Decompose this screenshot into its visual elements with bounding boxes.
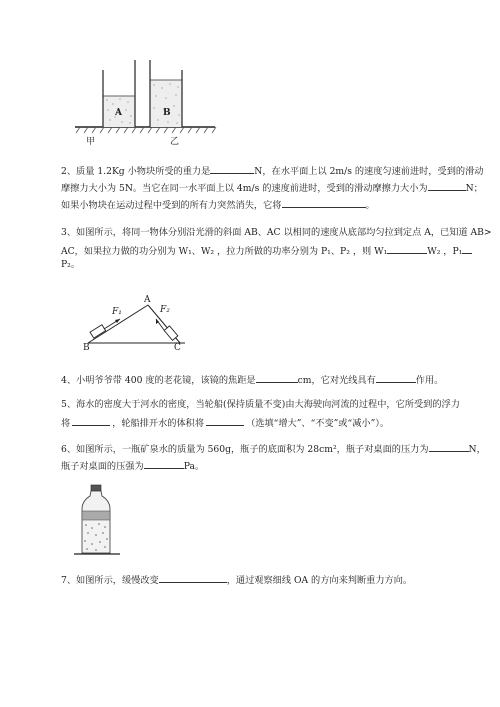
- q2-text: 2、质量 1.2Kg 小物块所受的重力是: [61, 166, 211, 177]
- answer-blank[interactable]: [462, 244, 472, 254]
- q4-text: cm，它对光线具有: [297, 375, 376, 386]
- q7-text: 7、如图所示，缓慢改变: [61, 575, 159, 586]
- left-caption: 甲: [86, 137, 96, 147]
- q3-text: 3、如图所示，将同一物体分别沿光滑的斜面 AB、AC 以相同的速度从底部均匀拉到定点 A，已知道 AB>: [61, 227, 492, 238]
- q7-line: [61, 573, 412, 587]
- point-b-label: B: [163, 108, 171, 118]
- q7-text: ，通过观察细线 OA 的方向来判断重力方向。: [226, 575, 413, 586]
- q2-text: 。: [365, 200, 375, 211]
- force-f2-label: F₂: [160, 305, 170, 315]
- q2-line-1: [61, 164, 483, 178]
- q2-text: N，在水平面上以 2m/s 的速度匀速前进时，受到的滑动: [254, 166, 484, 177]
- q2-line-3: [61, 198, 375, 212]
- figure-inclines: [80, 293, 190, 355]
- answer-blank[interactable]: [206, 416, 244, 426]
- q5-text: ，轮船排开水的体积将: [112, 418, 205, 429]
- figure-water-bottle: [72, 483, 122, 558]
- answer-blank[interactable]: [387, 244, 427, 254]
- answer-blank[interactable]: [159, 573, 227, 583]
- answer-blank[interactable]: [282, 198, 366, 208]
- q2-text: N；: [465, 183, 483, 194]
- q4-text: 4、小明爷爷带 400 度的老花镜，该镜的焦距是: [61, 375, 256, 386]
- answer-blank[interactable]: [72, 416, 110, 426]
- vertex-c-label: C: [174, 343, 181, 353]
- vertex-a-label: A: [144, 295, 151, 305]
- q3-line-3: [61, 259, 80, 271]
- q4-text: 作用。: [415, 375, 444, 386]
- answer-blank[interactable]: [144, 459, 184, 469]
- q5-text: 5、海水的密度大于河水的密度，当轮船(保持质量不变)由大海驶向河流的过程中，它所受到的浮力: [61, 399, 460, 410]
- q6-line-2: [61, 459, 204, 473]
- q3-line-2: [61, 244, 472, 258]
- q3-line-1: [61, 227, 492, 239]
- q2-line-2: [61, 181, 483, 195]
- q5-text: 将: [61, 418, 71, 429]
- point-a-label: A: [115, 108, 122, 118]
- q3-text: AC，如果拉力做的功分别为 W₁、W₂ ，拉力所做的功率分别为 P₁、P₂ ，则 W₁: [61, 246, 388, 257]
- q3-text: W₂ ，P₁: [427, 246, 463, 257]
- answer-blank[interactable]: [429, 442, 469, 452]
- q5-text: （选填“增大”、“不变”或“减小”）。: [246, 418, 390, 429]
- figure-containers: [70, 60, 220, 150]
- vertex-b-label: B: [83, 343, 90, 353]
- q2-text: 如果小物块在运动过程中受到的所有力突然消失，它将: [61, 200, 282, 211]
- force-f1-label: F₁: [112, 307, 122, 317]
- right-caption: 乙: [170, 137, 180, 147]
- answer-blank[interactable]: [376, 373, 416, 383]
- q6-line-1: [61, 442, 486, 456]
- q2-text: 摩擦力大小为 5N。当它在同一水平面上以 4m/s 的速度前进时，受到的滑动摩擦力大小为: [61, 183, 428, 194]
- q6-text: N，: [468, 444, 486, 455]
- q6-text: Pa。: [183, 461, 205, 472]
- q6-text: 瓶子对桌面的压强为: [61, 461, 144, 472]
- q3-text: P₂。: [61, 259, 81, 270]
- q5-line-2: [61, 416, 389, 430]
- q4-line: [61, 373, 443, 387]
- answer-blank[interactable]: [210, 164, 254, 174]
- q5-line-1: [61, 399, 460, 411]
- answer-blank[interactable]: [256, 373, 298, 383]
- q6-text: 6、如图所示，一瓶矿泉水的质量为 560g，瓶子的底面积为 28cm²，瓶子对桌面的压力为: [61, 444, 429, 455]
- answer-blank[interactable]: [428, 181, 466, 191]
